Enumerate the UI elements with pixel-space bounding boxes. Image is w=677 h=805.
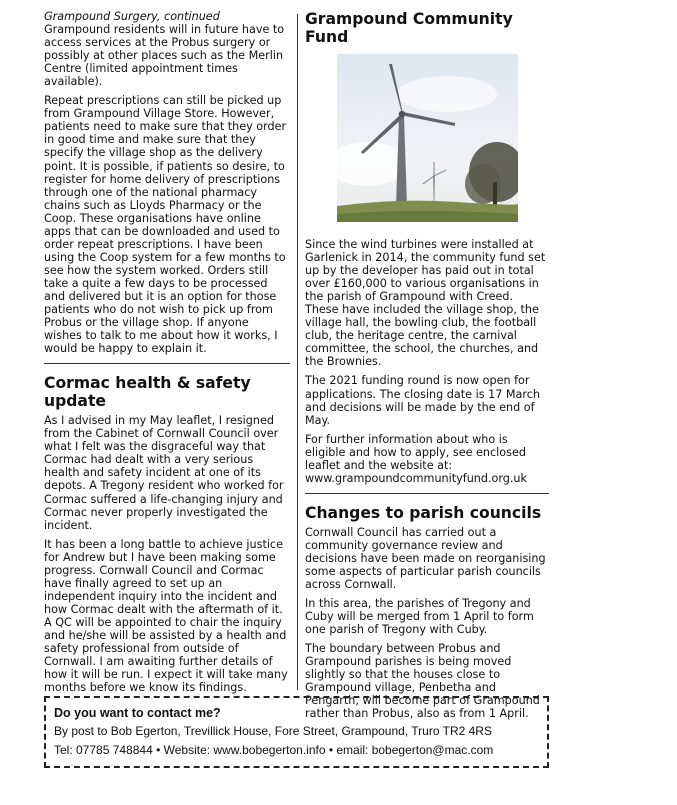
parish-heading: Changes to parish councils bbox=[305, 503, 542, 522]
contact-heading: Do you want to contact me? bbox=[54, 706, 221, 720]
contact-box bbox=[44, 696, 549, 768]
fund-paragraph-3: For further information about who is eligible and how to apply, see enclosed leaflet and the website at: bbox=[305, 432, 526, 472]
fund-website-link[interactable]: www.grampoundcommunityfund.org.uk bbox=[305, 471, 528, 485]
surgery-paragraph-1: Grampound residents will in future have to access services at the Probus surgery or possibly at other places such as the Merlin Centre (limited appointment times available). bbox=[44, 23, 285, 89]
fund-heading: Grampound Community Fund bbox=[305, 10, 513, 46]
parish-paragraph-3: The boundary between Probus and Grampound parishes is being moved slightly so that the houses close to Grampound village, Penbetha and Pengarth, will become part of Grampound rather than Probus, also as from 1 April. bbox=[305, 642, 540, 721]
surgery-paragraph-2: Repeat prescriptions can still be picked up from Grampound Village Store. However, patients need to make sure that they order in good time and make sure that they specify the village shop as the delivery point. It is possible, if patients so desire, to register for home delivery of prescriptions through one of the national pharmacy chains such as Lloyds Pharmacy or the Coop. These organisations have online apps that can be downloaded and used to order repeat prescriptions. I have been using the Coop system for a few months to see how the system worked. Orders still take a quite a few days to be processed and delivered but it is an option for those patients who do not wish to pick up from Probus or the village shop. If anyone wishes to talk to me about how it works, I would be happy to explain it. bbox=[44, 94, 287, 356]
contact-phone-web-email[interactable]: Tel: 07785 748844 • Website: www.bobegerton.info • email: bobegerton@mac.com bbox=[54, 743, 494, 757]
column-divider bbox=[297, 14, 298, 690]
right-column bbox=[305, 10, 549, 727]
fund-paragraph-2: The 2021 funding round is now open for applications. The closing date is 17 March and decisions will be made by the end of May. bbox=[305, 374, 540, 427]
left-column bbox=[44, 10, 290, 700]
parish-paragraph-1: Cornwall Council has carried out a community governance review and decisions have been made on reorganising some aspects of particular parish councils across Cornwall. bbox=[305, 525, 546, 592]
wind-turbine-photo bbox=[337, 54, 518, 222]
cormac-paragraph-1: As I advised in my May leaflet, I resigned from the Cabinet of Cornwall Council over what I felt was the disgraceful way that Cormac had dealt with a very serious health and safety incident at one of its depots. A Tregony resident who worked for Cormac suffered a life-changing injury and Cormac never properly investigated the incident. bbox=[44, 414, 284, 532]
parish-paragraph-2: In this area, the parishes of Tregony and Cuby will be merged from 1 April to form one parish of Tregony with Cuby. bbox=[305, 597, 534, 637]
section-rule bbox=[305, 493, 549, 494]
continued-kicker: Grampound Surgery, continued bbox=[44, 10, 220, 23]
cormac-heading: Cormac health & safety update bbox=[44, 374, 251, 411]
contact-postal-address: By post to Bob Egerton, Trevillick House, Fore Street, Grampound, Truro TR2 4RS bbox=[54, 724, 492, 738]
section-rule bbox=[44, 363, 290, 364]
fund-paragraph-1: Since the wind turbines were installed at Garlenick in 2014, the community fund set up by the developer has paid out in total over £160,000 to various organisations in the parish of Grampound with Creed. These have included the village shop, the village hall, the bowling club, the football club, the heritage centre, the carnival committee, the school, the churches, and the Brownies. bbox=[305, 238, 546, 369]
cormac-paragraph-2: It has been a long battle to achieve justice for Andrew but I have been making some progress. Cornwall Council and Cormac have finally agreed to set up an independent inquiry into the incident and how Cormac dealt with the aftermath of it. A QC will be appointed to chair the inquiry and he/she will be assisted by a health and safety professional from outside of Cornwall. I am awaiting further details of how it will be run. I expect it will take many months before we know its findings. bbox=[44, 537, 288, 695]
